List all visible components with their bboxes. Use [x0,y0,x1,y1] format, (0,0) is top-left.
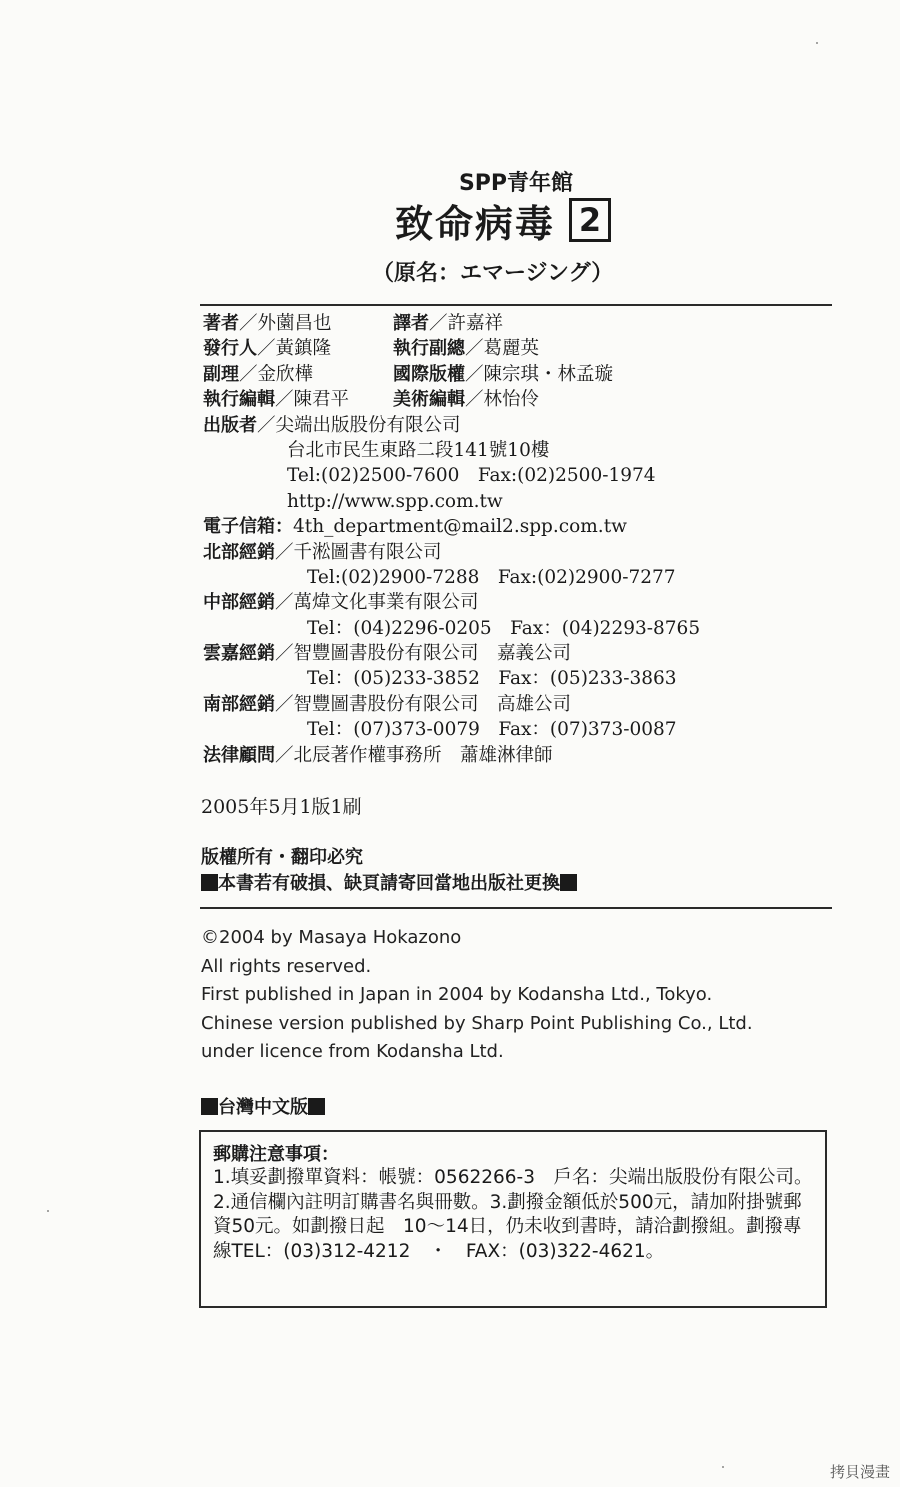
legal-value: 北辰著作權事務所 蕭雄淋律師 [293,744,553,766]
separator: ／ [257,414,276,436]
copyright-line: All rights reserved. [201,955,372,977]
separator: ／ [465,338,484,360]
exec-vp-label: 執行副總 [393,338,465,360]
publisher-line [203,413,843,438]
publisher-address-text: 台北市民生東路二段141號10樓 [287,439,550,461]
south-phone [203,717,843,742]
square-bullet-icon [201,1098,218,1115]
art-editor-value: 林怡伶 [483,389,540,411]
credit-line-editor [203,387,843,412]
central-distributor [203,590,843,615]
publisher-label: 出版者 [203,414,257,436]
square-bullet-icon [201,874,218,891]
original-title: （原名：エマージング） [372,261,614,286]
separator: ／ [239,313,258,334]
copyright-line: First published in Japan in 2004 by Kodansha Ltd., Tokyo. [201,984,713,1005]
intl-rights [393,362,613,387]
legal-line [203,743,843,768]
south-label: 南部經銷 [203,693,275,715]
separator: ／ [257,338,276,360]
square-bullet-icon [308,1098,325,1115]
yunjia-label: 雲嘉經銷 [203,643,275,665]
taiwan-edition [201,1093,325,1119]
north-distributor [203,540,843,565]
publisher-website: http://www.spp.com.tw [287,490,503,512]
mail-order-body: 1.填妥劃撥單資料：帳號：0562266-3 戶名：尖端出版股份有限公司。2.通信欄內註明訂購書名與冊數。3.劃撥金額低於500元，請加附掛號郵資50元。如劃撥日起 10〜14日，仍未收到書時，請洽劃撥組。劃撥專線TEL：(03)312-4212 ・ FAX：(03)322-4621。 [213,1167,813,1262]
north-name: 千淞圖書有限公司 [293,541,442,563]
legal-label: 法律顧問 [203,744,275,766]
title-row [395,196,611,244]
email-label: 電子信箱 [203,516,275,538]
south-tel-fax: Tel：(07)373-0079 Fax：(07)373-0087 [307,719,677,741]
watermark-logo: 拷貝漫畫 [829,1463,890,1481]
editor-label: 執行編輯 [203,389,275,411]
manager-label: 副理 [203,363,239,385]
publisher-address [203,438,843,463]
translator-label: 譯者 [393,313,429,334]
central-phone [203,616,843,641]
copyright-line: Chinese version published by Sharp Point Publishing Co., Ltd. [201,1012,753,1034]
mail-order-box [199,1130,827,1308]
credit-line-manager [203,362,843,387]
art-editor-label: 美術編輯 [393,389,465,411]
yunjia-phone [203,666,843,691]
publisher-tel-fax: Tel:(02)2500-7600 Fax:(02)2500-1974 [287,465,656,487]
publisher-name: 尖端出版股份有限公司 [275,414,461,436]
separator: ／ [465,363,484,385]
north-tel-fax: Tel:(02)2900-7288 Fax:(02)2900-7277 [307,566,676,588]
central-tel-fax: Tel：(04)2296-0205 Fax：(04)2293-8765 [307,617,701,639]
separator: ／ [275,744,294,766]
exec-vp [393,336,539,361]
separator: ／ [275,541,294,563]
publisher-url [203,489,843,514]
intl-rights-label: 國際版權 [393,363,465,385]
speck [47,1210,49,1212]
separator: ／ [465,389,484,411]
yunjia-tel-fax: Tel：(05)233-3852 Fax：(05)233-3863 [307,668,677,690]
colon: ： [275,516,293,538]
copyright-line: ©2004 by Masaya Hokazono [201,927,462,948]
exec-vp-value: 葛麗英 [483,338,540,360]
book-title: 致命病毒 [395,201,556,246]
rights-reserved: 版權所有・翻印必究 [201,847,363,868]
manager-value: 金欣樺 [257,363,314,385]
middle-divider [200,907,832,909]
author-value: 外薗昌也 [257,313,332,334]
english-copyright [201,924,753,1067]
south-name: 智豐圖書股份有限公司 高雄公司 [293,693,572,715]
square-bullet-icon [560,874,577,891]
separator: ／ [239,363,258,385]
intl-rights-value: 陳宗琪・林孟璇 [483,363,614,385]
speck [816,42,818,44]
issuer-label: 發行人 [203,338,257,360]
south-distributor [203,692,843,717]
edition-info: 2005年5月1版1刷 [201,796,362,818]
email-value: 4th_department@mail2.spp.com.tw [293,516,627,538]
author-label: 著者 [203,313,239,334]
rights-block [201,845,577,897]
separator: ／ [275,693,294,715]
central-label: 中部經銷 [203,592,275,614]
north-label: 北部經銷 [203,541,275,563]
translator [393,311,503,336]
north-phone [203,565,843,590]
separator: ／ [429,313,448,334]
separator: ／ [275,592,294,614]
credit-line-author [203,311,843,336]
yunjia-distributor [203,641,843,666]
taiwan-edition-text: 台灣中文版 [218,1097,308,1118]
central-name: 萬煒文化事業有限公司 [293,592,479,614]
email-line [203,514,843,539]
yunjia-name: 智豐圖書股份有限公司 嘉義公司 [293,643,572,665]
replacement-notice [201,871,577,897]
issuer-value: 黃鎮隆 [275,338,332,360]
copyright-line: under licence from Kodansha Ltd. [201,1041,504,1062]
editor-value: 陳君平 [293,389,350,411]
replacement-text: 本書若有破損、缺頁請寄回當地出版社更換 [218,873,560,894]
series-name: SPP青年館 [458,171,574,196]
separator: ／ [275,389,294,411]
art-editor [393,387,539,412]
volume-number: 2 [569,198,611,242]
top-divider [200,304,832,306]
credits-block [203,311,843,768]
mail-order-title: 郵購注意事項： [213,1144,339,1165]
translator-value: 許嘉祥 [447,313,504,334]
speck [722,1466,724,1468]
credit-line-publisher-person [203,336,843,361]
publisher-phone [203,463,843,488]
separator: ／ [275,643,294,665]
